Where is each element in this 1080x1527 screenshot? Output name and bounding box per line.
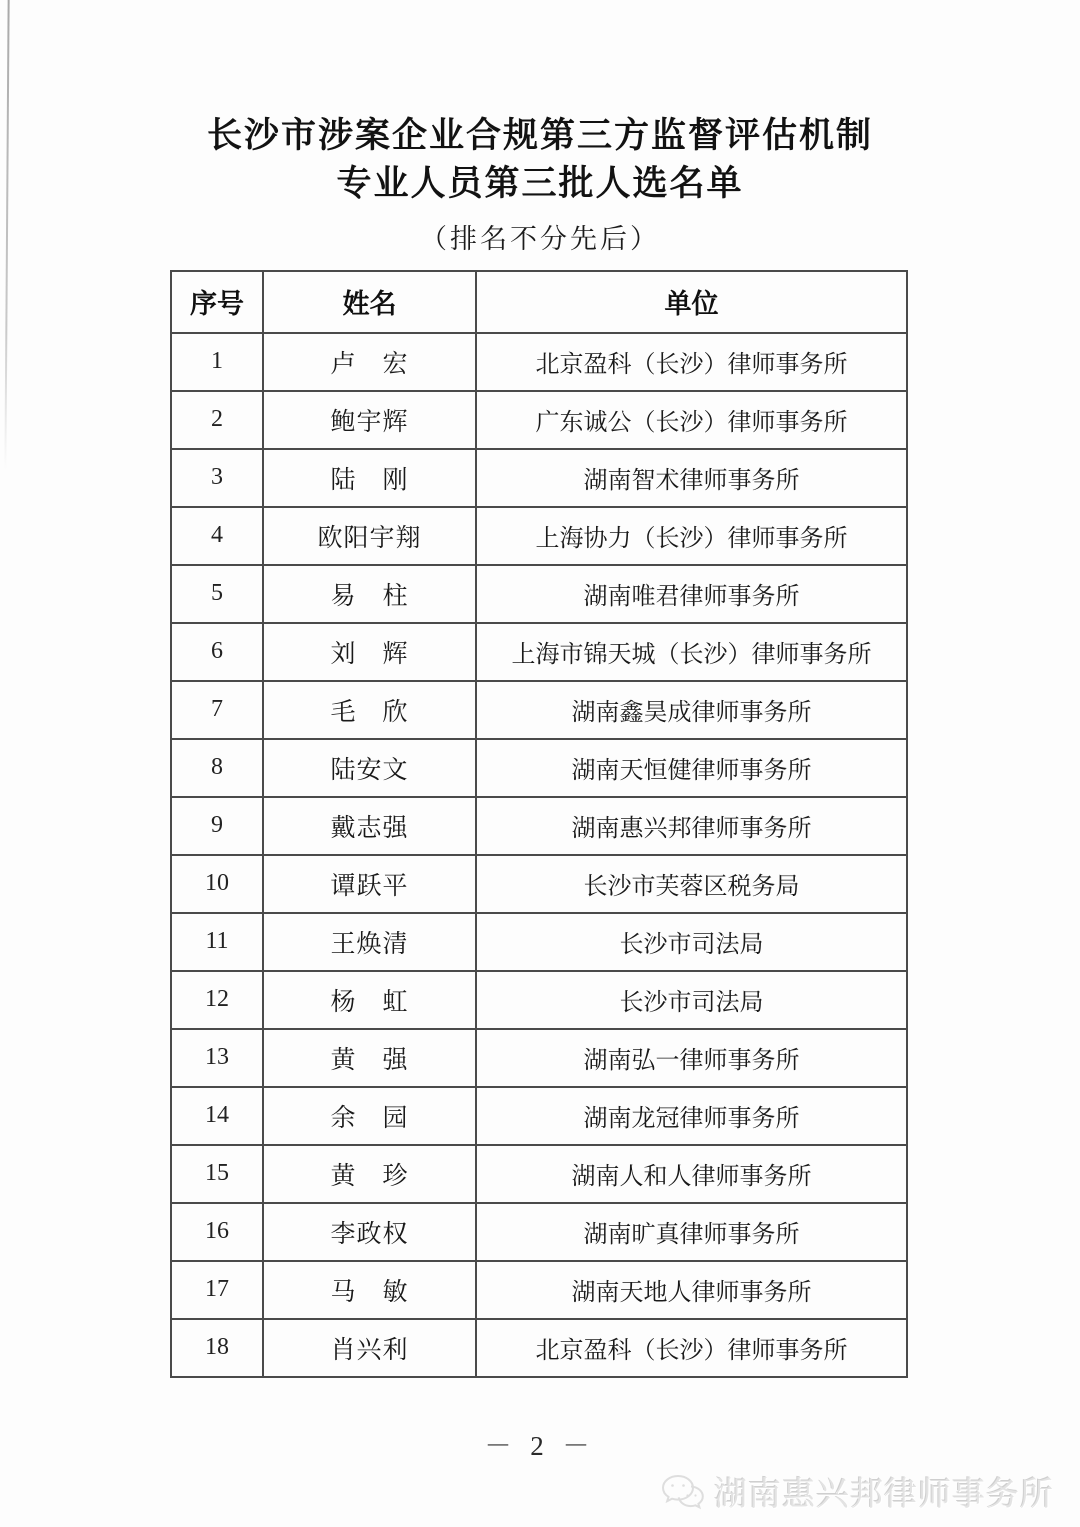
row-number-cell: 16 — [171, 1203, 263, 1261]
unit-cell: 长沙市司法局 — [476, 971, 907, 1029]
name-cell: 肖兴利 — [263, 1319, 476, 1377]
row-number-cell: 10 — [171, 855, 263, 913]
unit-cell: 湖南人和人律师事务所 — [476, 1145, 907, 1203]
row-number-cell: 6 — [171, 623, 263, 681]
title-block — [0, 0, 1080, 256]
table-row — [171, 971, 907, 1029]
page-title-line1: 长沙市涉案企业合规第三方监督评估机制 — [206, 116, 873, 155]
watermark-text: 湖南惠兴邦律师事务所 — [714, 1475, 1054, 1512]
row-number-cell: 4 — [171, 507, 263, 565]
header-cell-no: 序号 — [171, 271, 263, 333]
unit-cell: 上海协力（长沙）律师事务所 — [476, 507, 907, 565]
table-row — [171, 391, 907, 449]
name-cell: 毛 欣 — [263, 681, 476, 739]
table-row — [171, 681, 907, 739]
unit-cell: 北京盈科（长沙）律师事务所 — [476, 1319, 907, 1377]
unit-cell: 湖南智术律师事务所 — [476, 449, 907, 507]
name-cell: 黄 强 — [263, 1029, 476, 1087]
table-row — [171, 1029, 907, 1087]
unit-cell: 长沙市芙蓉区税务局 — [476, 855, 907, 913]
name-cell: 卢 宏 — [263, 333, 476, 391]
table-row — [171, 1087, 907, 1145]
unit-cell: 湖南鑫昊成律师事务所 — [476, 681, 907, 739]
unit-cell: 湖南惠兴邦律师事务所 — [476, 797, 907, 855]
table-row — [171, 1203, 907, 1261]
name-cell: 鲍宇辉 — [263, 391, 476, 449]
name-cell: 杨 虹 — [263, 971, 476, 1029]
page-title-line2: 专业人员第三批人选名单 — [336, 164, 744, 204]
header-row — [171, 271, 907, 333]
table-row — [171, 1319, 907, 1377]
table-row — [171, 1145, 907, 1203]
table-row — [171, 623, 907, 681]
page-title — [0, 112, 1080, 209]
name-cell: 王焕清 — [263, 913, 476, 971]
name-cell: 欧阳宇翔 — [263, 507, 476, 565]
unit-cell: 长沙市司法局 — [476, 913, 907, 971]
unit-cell: 湖南天恒健律师事务所 — [476, 739, 907, 797]
row-number-cell: 12 — [171, 971, 263, 1029]
roster-table-header — [171, 271, 907, 333]
row-number-cell: 14 — [171, 1087, 263, 1145]
name-cell: 余 园 — [263, 1087, 476, 1145]
name-cell: 黄 珍 — [263, 1145, 476, 1203]
unit-cell: 湖南弘一律师事务所 — [476, 1029, 907, 1087]
row-number-cell: 18 — [171, 1319, 263, 1377]
name-cell: 马 敏 — [263, 1261, 476, 1319]
wechat-icon — [660, 1472, 706, 1512]
row-number-cell: 3 — [171, 449, 263, 507]
row-number-cell: 8 — [171, 739, 263, 797]
table-row — [171, 913, 907, 971]
table-row — [171, 565, 907, 623]
row-number-cell: 7 — [171, 681, 263, 739]
watermark — [660, 1468, 1054, 1515]
unit-cell: 湖南旷真律师事务所 — [476, 1203, 907, 1261]
unit-cell: 湖南唯君律师事务所 — [476, 565, 907, 623]
name-cell: 陆 刚 — [263, 449, 476, 507]
row-number-cell: 11 — [171, 913, 263, 971]
table-row — [171, 1261, 907, 1319]
roster-table — [170, 270, 908, 1378]
unit-cell: 湖南龙冠律师事务所 — [476, 1087, 907, 1145]
table-row — [171, 797, 907, 855]
row-number-cell: 15 — [171, 1145, 263, 1203]
unit-cell: 广东诚公（长沙）律师事务所 — [476, 391, 907, 449]
name-cell: 李政权 — [263, 1203, 476, 1261]
name-cell: 易 柱 — [263, 565, 476, 623]
table-row — [171, 333, 907, 391]
header-cell-unit: 单位 — [476, 271, 907, 333]
page-subtitle: （排名不分先后） — [420, 223, 660, 254]
name-cell: 刘 辉 — [263, 623, 476, 681]
table-row — [171, 507, 907, 565]
table-body — [171, 333, 907, 1377]
name-cell: 陆安文 — [263, 739, 476, 797]
page-number: － 2 － — [484, 1430, 596, 1461]
unit-cell: 北京盈科（长沙）律师事务所 — [476, 333, 907, 391]
row-number-cell: 5 — [171, 565, 263, 623]
table-row — [171, 449, 907, 507]
row-number-cell: 17 — [171, 1261, 263, 1319]
row-number-cell: 2 — [171, 391, 263, 449]
unit-cell: 上海市锦天城（长沙）律师事务所 — [476, 623, 907, 681]
table-row — [171, 855, 907, 913]
name-cell: 谭跃平 — [263, 855, 476, 913]
row-number-cell: 13 — [171, 1029, 263, 1087]
header-cell-name: 姓名 — [263, 271, 476, 333]
row-number-cell: 1 — [171, 333, 263, 391]
table-row — [171, 739, 907, 797]
unit-cell: 湖南天地人律师事务所 — [476, 1261, 907, 1319]
name-cell: 戴志强 — [263, 797, 476, 855]
row-number-cell: 9 — [171, 797, 263, 855]
